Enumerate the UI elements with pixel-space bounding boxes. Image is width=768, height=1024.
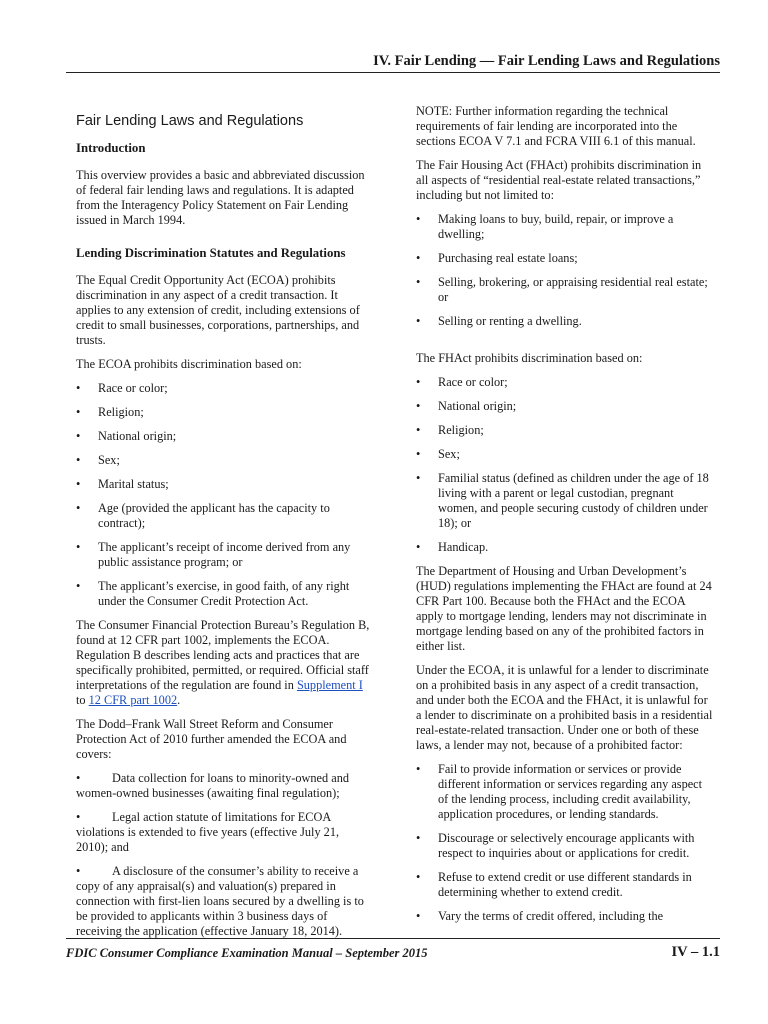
right-column <box>416 104 714 933</box>
list-item: • Handicap. <box>416 540 714 555</box>
introduction-paragraph: This overview provides a basic and abbreviated discussion of federal fair lending laws and regulations. It is adapted from the Interagency Policy Statement on Fair Lending issued in March 1994. <box>76 168 365 227</box>
list-item: • National origin; <box>416 399 714 414</box>
regb-text-1: The Consumer Financial Protection Bureau’s Regulation B, found at 12 CFR part 1002, implements the ECOA. Regulation B describes lending acts and practices that are specifically prohibited, permitted, or required. Official staff interpretations of the regulation are found in <box>76 618 370 692</box>
list-item: • Selling, brokering, or appraising residential real estate; or <box>416 275 714 305</box>
fhact-transactions-list <box>416 212 714 329</box>
dodd-frank-paragraph: The Dodd–Frank Wall Street Reform and Consumer Protection Act of 2010 further amended the ECOA and covers: <box>76 717 347 761</box>
list-item: • Race or color; <box>416 375 714 390</box>
list-item: • Making loans to buy, build, repair, or improve a dwelling; <box>416 212 714 242</box>
prohibited-practices-list <box>416 762 714 924</box>
list-item: • Religion; <box>76 405 374 420</box>
ecoa-intro-paragraph: The Equal Credit Opportunity Act (ECOA) prohibits discrimination in any aspect of a credit transaction. It applies to any extension of credit, including extensions of credit to small businesses, corporations, partnerships, and trusts. <box>76 273 360 347</box>
dodd-frank-item-text: A disclosure of the consumer’s ability to receive a copy of any appraisal(s) and valuation(s) prepared in connection with first-lien loans secured by a dwelling is to be provided to applicants within 3 business days of receiving the application (effective January 18, 2014). <box>76 864 364 938</box>
dodd-frank-item: • Data collection for loans to minority-owned and women-owned businesses (awaiting final regulation); <box>76 771 349 800</box>
regulation-b-paragraph <box>76 618 374 708</box>
running-header-title: IV. Fair Lending — Fair Lending Laws and Regulations <box>373 53 720 69</box>
footer-manual-title: FDIC Consumer Compliance Examination Manual – September 2015 <box>66 946 428 960</box>
list-item: • Selling or renting a dwelling. <box>416 314 714 329</box>
list-item: • Religion; <box>416 423 714 438</box>
list-item: • Marital status; <box>76 477 374 492</box>
ecoa-bases-list <box>76 381 374 609</box>
section-title: Fair Lending Laws and Regulations <box>76 113 304 129</box>
dodd-frank-item-text: Data collection for loans to minority-owned and women-owned businesses (awaiting final regulation); <box>76 771 349 800</box>
list-item: • Discourage or selectively encourage applicants with respect to inquiries about or applications for credit. <box>416 831 714 861</box>
fhact-intro-paragraph: The Fair Housing Act (FHAct) prohibits discrimination in all aspects of “residential real-estate related transactions,” including but not limited to: <box>416 158 702 202</box>
regb-text-3: . <box>177 693 181 707</box>
left-column <box>76 114 374 948</box>
dodd-frank-item-text: Legal action statute of limitations for ECOA violations is extended to five years (effective July 21, 2010); and <box>76 810 340 854</box>
regb-text-2: to <box>76 693 89 707</box>
footer-page-number: IV – 1.1 <box>671 944 720 960</box>
header-rule <box>66 72 720 73</box>
list-item: • Age (provided the applicant has the capacity to contract); <box>76 501 374 531</box>
unlawful-paragraph: Under the ECOA, it is unlawful for a lender to discriminate on a prohibited basis in any aspect of a credit transaction, and under both the ECOA and the FHAct, it is unlawful for a lender to discriminate on a prohibited basis in a residential real-estate-related transaction. Under one or both of these laws, a lender may not, because of a prohibited factor: <box>416 663 713 752</box>
list-item: • Race or color; <box>76 381 374 396</box>
list-item: • The applicant’s receipt of income derived from any public assistance program; or <box>76 540 374 570</box>
dodd-frank-item: • Legal action statute of limitations for ECOA violations is extended to five years (effective July 21, 2010); and <box>76 810 340 854</box>
hud-paragraph: The Department of Housing and Urban Development’s (HUD) regulations implementing the FHAct are found at 24 CFR Part 100. Because both the FHAct and the ECOA apply to mortgage lending, lenders may not discriminate in mortgage lending based on any of the prohibited factors in either list. <box>416 564 712 653</box>
list-item: • National origin; <box>76 429 374 444</box>
fhact-bases-list <box>416 375 714 555</box>
list-item: • Familial status (defined as children under the age of 18 living with a parent or legal custodian, pregnant women, and people securing custody of children under 18); or <box>416 471 714 531</box>
cfr-part-1002-link[interactable]: 12 CFR part 1002 <box>88 693 178 707</box>
list-item: • Sex; <box>76 453 374 468</box>
list-item: • Vary the terms of credit offered, including the <box>416 909 714 924</box>
footer-rule <box>66 938 720 939</box>
supplement-i-link[interactable]: Supplement I <box>296 678 363 692</box>
fhact-basis-lead: The FHAct prohibits discrimination based on: <box>416 351 643 365</box>
list-item: • Purchasing real estate loans; <box>416 251 714 266</box>
ecoa-basis-lead: The ECOA prohibits discrimination based on: <box>76 357 302 371</box>
note-paragraph: NOTE: Further information regarding the technical requirements of fair lending are incorporated into the sections ECOA V 7.1 and FCRA VIII 6.1 of this manual. <box>416 104 696 148</box>
list-item: • Refuse to extend credit or use different standards in determining whether to extend credit. <box>416 870 714 900</box>
list-item: • The applicant’s exercise, in good faith, of any right under the Consumer Credit Protection Act. <box>76 579 374 609</box>
introduction-heading: Introduction <box>76 141 146 155</box>
list-item: • Sex; <box>416 447 714 462</box>
statutes-heading: Lending Discrimination Statutes and Regulations <box>76 246 346 260</box>
dodd-frank-item: • A disclosure of the consumer’s ability to receive a copy of any appraisal(s) and valuation(s) prepared in connection with first-lien loans secured by a dwelling is to be provided to applicants within 3 business days of receiving the application (effective January 18, 2014). <box>76 864 364 938</box>
list-item: • Fail to provide information or services or provide different information or services regarding any aspect of the lending process, including credit availability, application procedures, or lending standards. <box>416 762 714 822</box>
